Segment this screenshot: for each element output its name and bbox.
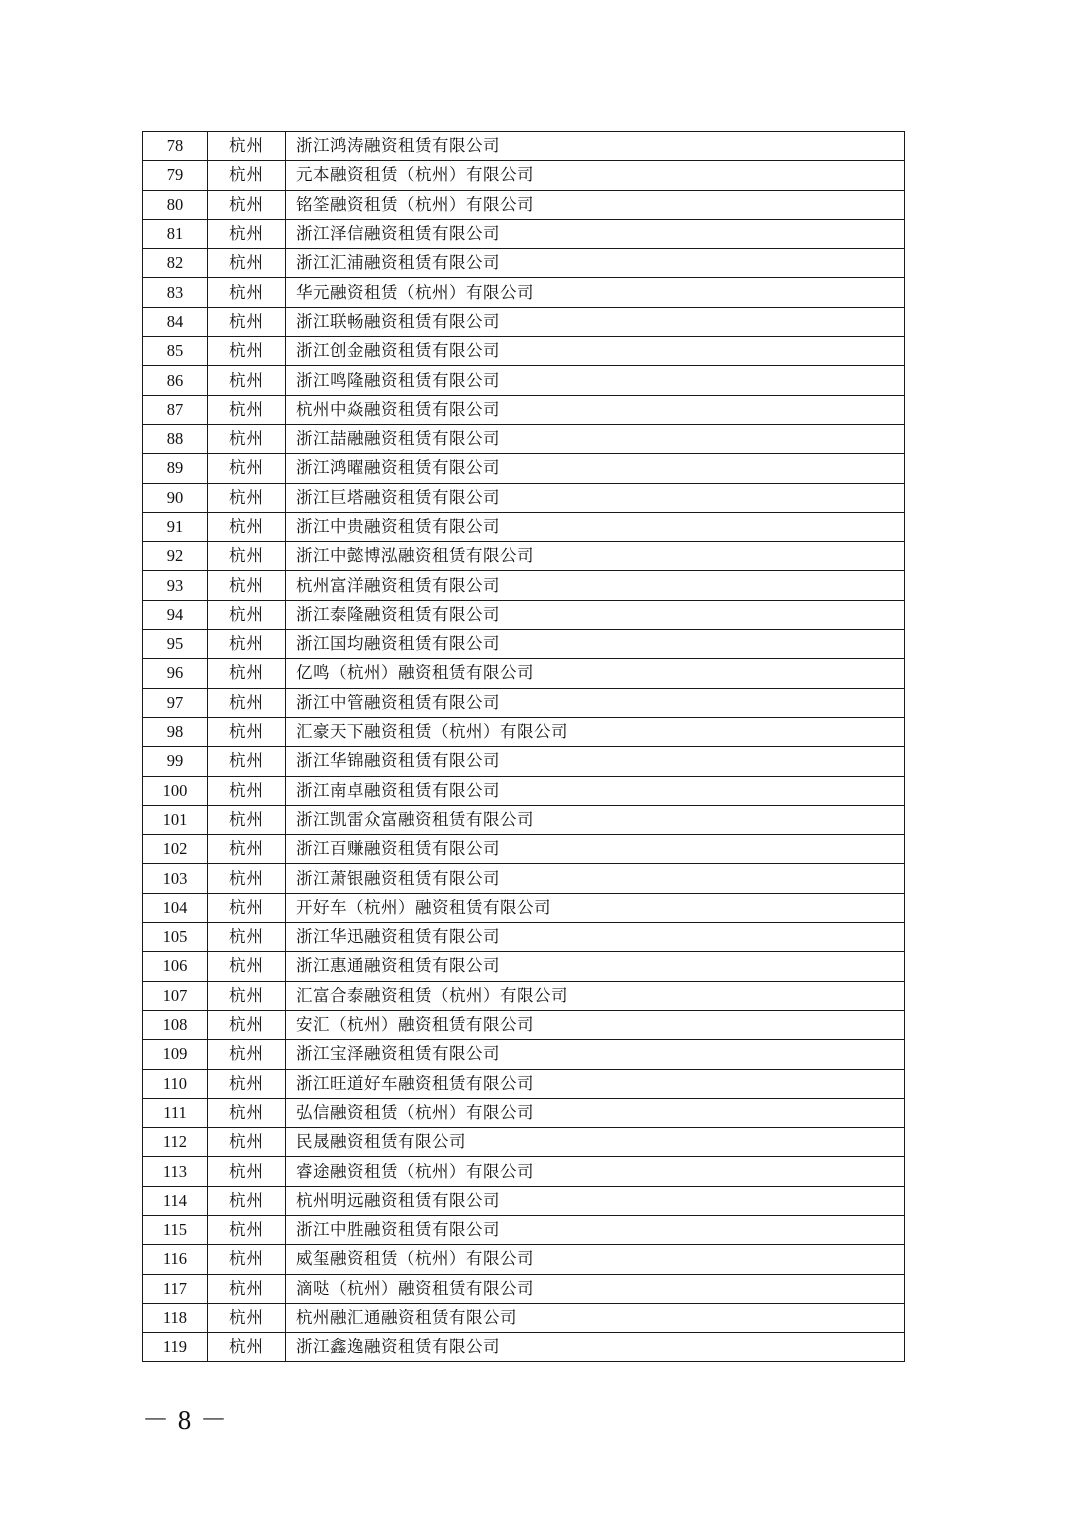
table-row [143,600,905,629]
table-row [143,659,905,688]
city-cell: 杭州 [208,600,286,629]
table-row [143,981,905,1010]
company-name-cell: 浙江南卓融资租赁有限公司 [286,776,905,805]
row-number-cell: 80 [143,190,208,219]
table-row [143,454,905,483]
city-cell: 杭州 [208,219,286,248]
company-name-cell: 民晟融资租赁有限公司 [286,1128,905,1157]
city-cell: 杭州 [208,571,286,600]
row-number-cell: 83 [143,278,208,307]
company-name-cell: 元本融资租赁（杭州）有限公司 [286,161,905,190]
company-name-cell: 睿途融资租赁（杭州）有限公司 [286,1157,905,1186]
row-number-cell: 111 [143,1098,208,1127]
table-row [143,366,905,395]
city-cell: 杭州 [208,454,286,483]
company-name-cell: 华元融资租赁（杭州）有限公司 [286,278,905,307]
row-number-cell: 104 [143,893,208,922]
table-row [143,805,905,834]
row-number-cell: 89 [143,454,208,483]
company-name-cell: 威玺融资租赁（杭州）有限公司 [286,1245,905,1274]
company-name-cell: 铭筌融资租赁（杭州）有限公司 [286,190,905,219]
row-number-cell: 94 [143,600,208,629]
row-number-cell: 102 [143,835,208,864]
table-row [143,190,905,219]
table-row [143,219,905,248]
city-cell: 杭州 [208,1333,286,1362]
table-row [143,1303,905,1332]
row-number-cell: 86 [143,366,208,395]
table-row [143,307,905,336]
city-cell: 杭州 [208,1186,286,1215]
company-name-cell: 浙江国均融资租赁有限公司 [286,630,905,659]
table-row [143,893,905,922]
row-number-cell: 92 [143,542,208,571]
city-cell: 杭州 [208,864,286,893]
table-row [143,747,905,776]
company-name-cell: 浙江创金融资租赁有限公司 [286,337,905,366]
company-name-cell: 安汇（杭州）融资租赁有限公司 [286,1010,905,1039]
city-cell: 杭州 [208,278,286,307]
city-cell: 杭州 [208,1128,286,1157]
table-row [143,1157,905,1186]
city-cell: 杭州 [208,923,286,952]
company-name-cell: 浙江萧银融资租赁有限公司 [286,864,905,893]
company-name-cell: 浙江巨塔融资租赁有限公司 [286,483,905,512]
row-number-cell: 113 [143,1157,208,1186]
company-name-cell: 汇豪天下融资租赁（杭州）有限公司 [286,717,905,746]
table-row [143,542,905,571]
row-number-cell: 109 [143,1040,208,1069]
city-cell: 杭州 [208,366,286,395]
row-number-cell: 87 [143,395,208,424]
company-name-cell: 浙江中胜融资租赁有限公司 [286,1215,905,1244]
row-number-cell: 95 [143,630,208,659]
company-name-cell: 杭州融汇通融资租赁有限公司 [286,1303,905,1332]
city-cell: 杭州 [208,776,286,805]
table-row [143,1010,905,1039]
row-number-cell: 110 [143,1069,208,1098]
row-number-cell: 84 [143,307,208,336]
company-name-cell: 浙江汇浦融资租赁有限公司 [286,249,905,278]
table-row [143,717,905,746]
city-cell: 杭州 [208,542,286,571]
company-name-cell: 杭州明远融资租赁有限公司 [286,1186,905,1215]
row-number-cell: 114 [143,1186,208,1215]
city-cell: 杭州 [208,1303,286,1332]
table-row [143,483,905,512]
company-name-cell: 浙江泰隆融资租赁有限公司 [286,600,905,629]
city-cell: 杭州 [208,1069,286,1098]
table-row [143,1245,905,1274]
company-list-table [142,131,905,1362]
city-cell: 杭州 [208,483,286,512]
city-cell: 杭州 [208,981,286,1010]
table-row [143,1128,905,1157]
city-cell: 杭州 [208,249,286,278]
city-cell: 杭州 [208,512,286,541]
row-number-cell: 105 [143,923,208,952]
row-number-cell: 93 [143,571,208,600]
company-name-cell: 浙江百赚融资租赁有限公司 [286,835,905,864]
table-body [143,132,905,1362]
row-number-cell: 85 [143,337,208,366]
row-number-cell: 112 [143,1128,208,1157]
company-name-cell: 滴哒（杭州）融资租赁有限公司 [286,1274,905,1303]
city-cell: 杭州 [208,659,286,688]
city-cell: 杭州 [208,630,286,659]
row-number-cell: 79 [143,161,208,190]
city-cell: 杭州 [208,1157,286,1186]
table-row [143,395,905,424]
row-number-cell: 88 [143,424,208,453]
company-name-cell: 浙江惠通融资租赁有限公司 [286,952,905,981]
company-name-cell: 浙江联畅融资租赁有限公司 [286,307,905,336]
table-row [143,1215,905,1244]
table-row [143,424,905,453]
table-row [143,688,905,717]
city-cell: 杭州 [208,424,286,453]
city-cell: 杭州 [208,1010,286,1039]
row-number-cell: 100 [143,776,208,805]
company-name-cell: 浙江华迅融资租赁有限公司 [286,923,905,952]
city-cell: 杭州 [208,747,286,776]
company-name-cell: 杭州中焱融资租赁有限公司 [286,395,905,424]
row-number-cell: 118 [143,1303,208,1332]
table-row [143,571,905,600]
city-cell: 杭州 [208,132,286,161]
company-name-cell: 浙江凯雷众富融资租赁有限公司 [286,805,905,834]
row-number-cell: 91 [143,512,208,541]
row-number-cell: 116 [143,1245,208,1274]
city-cell: 杭州 [208,835,286,864]
table-row [143,161,905,190]
table-row [143,776,905,805]
row-number-cell: 97 [143,688,208,717]
row-number-cell: 103 [143,864,208,893]
table-row [143,512,905,541]
row-number-cell: 117 [143,1274,208,1303]
row-number-cell: 90 [143,483,208,512]
company-name-cell: 浙江鑫逸融资租赁有限公司 [286,1333,905,1362]
company-name-cell: 弘信融资租赁（杭州）有限公司 [286,1098,905,1127]
city-cell: 杭州 [208,337,286,366]
city-cell: 杭州 [208,190,286,219]
row-number-cell: 99 [143,747,208,776]
table-row [143,249,905,278]
company-name-cell: 开好车（杭州）融资租赁有限公司 [286,893,905,922]
page-number: － 8 － [142,1405,228,1435]
city-cell: 杭州 [208,1215,286,1244]
row-number-cell: 96 [143,659,208,688]
company-name-cell: 亿鸣（杭州）融资租赁有限公司 [286,659,905,688]
company-name-cell: 浙江中懿博泓融资租赁有限公司 [286,542,905,571]
table-row [143,278,905,307]
table-row [143,630,905,659]
company-name-cell: 浙江鸿曜融资租赁有限公司 [286,454,905,483]
company-name-cell: 浙江泽信融资租赁有限公司 [286,219,905,248]
row-number-cell: 108 [143,1010,208,1039]
company-name-cell: 浙江喆融融资租赁有限公司 [286,424,905,453]
city-cell: 杭州 [208,805,286,834]
row-number-cell: 115 [143,1215,208,1244]
row-number-cell: 98 [143,717,208,746]
city-cell: 杭州 [208,893,286,922]
table-row [143,1069,905,1098]
company-name-cell: 汇富合泰融资租赁（杭州）有限公司 [286,981,905,1010]
row-number-cell: 101 [143,805,208,834]
city-cell: 杭州 [208,1245,286,1274]
city-cell: 杭州 [208,717,286,746]
city-cell: 杭州 [208,688,286,717]
row-number-cell: 78 [143,132,208,161]
city-cell: 杭州 [208,307,286,336]
company-name-cell: 浙江华锦融资租赁有限公司 [286,747,905,776]
row-number-cell: 107 [143,981,208,1010]
table-row [143,864,905,893]
row-number-cell: 119 [143,1333,208,1362]
company-name-cell: 浙江中管融资租赁有限公司 [286,688,905,717]
table-row [143,923,905,952]
city-cell: 杭州 [208,1098,286,1127]
city-cell: 杭州 [208,395,286,424]
table-row [143,1040,905,1069]
table-row [143,1274,905,1303]
table-row [143,1333,905,1362]
city-cell: 杭州 [208,1274,286,1303]
company-name-cell: 浙江宝泽融资租赁有限公司 [286,1040,905,1069]
row-number-cell: 81 [143,219,208,248]
table-row [143,952,905,981]
row-number-cell: 82 [143,249,208,278]
company-name-cell: 浙江旺道好车融资租赁有限公司 [286,1069,905,1098]
table-row [143,337,905,366]
company-name-cell: 浙江鸣隆融资租赁有限公司 [286,366,905,395]
table-row [143,132,905,161]
company-name-cell: 浙江中贵融资租赁有限公司 [286,512,905,541]
city-cell: 杭州 [208,1040,286,1069]
table-row [143,1098,905,1127]
row-number-cell: 106 [143,952,208,981]
table-row [143,1186,905,1215]
city-cell: 杭州 [208,161,286,190]
city-cell: 杭州 [208,952,286,981]
table-row [143,835,905,864]
company-name-cell: 浙江鸿涛融资租赁有限公司 [286,132,905,161]
company-name-cell: 杭州富洋融资租赁有限公司 [286,571,905,600]
